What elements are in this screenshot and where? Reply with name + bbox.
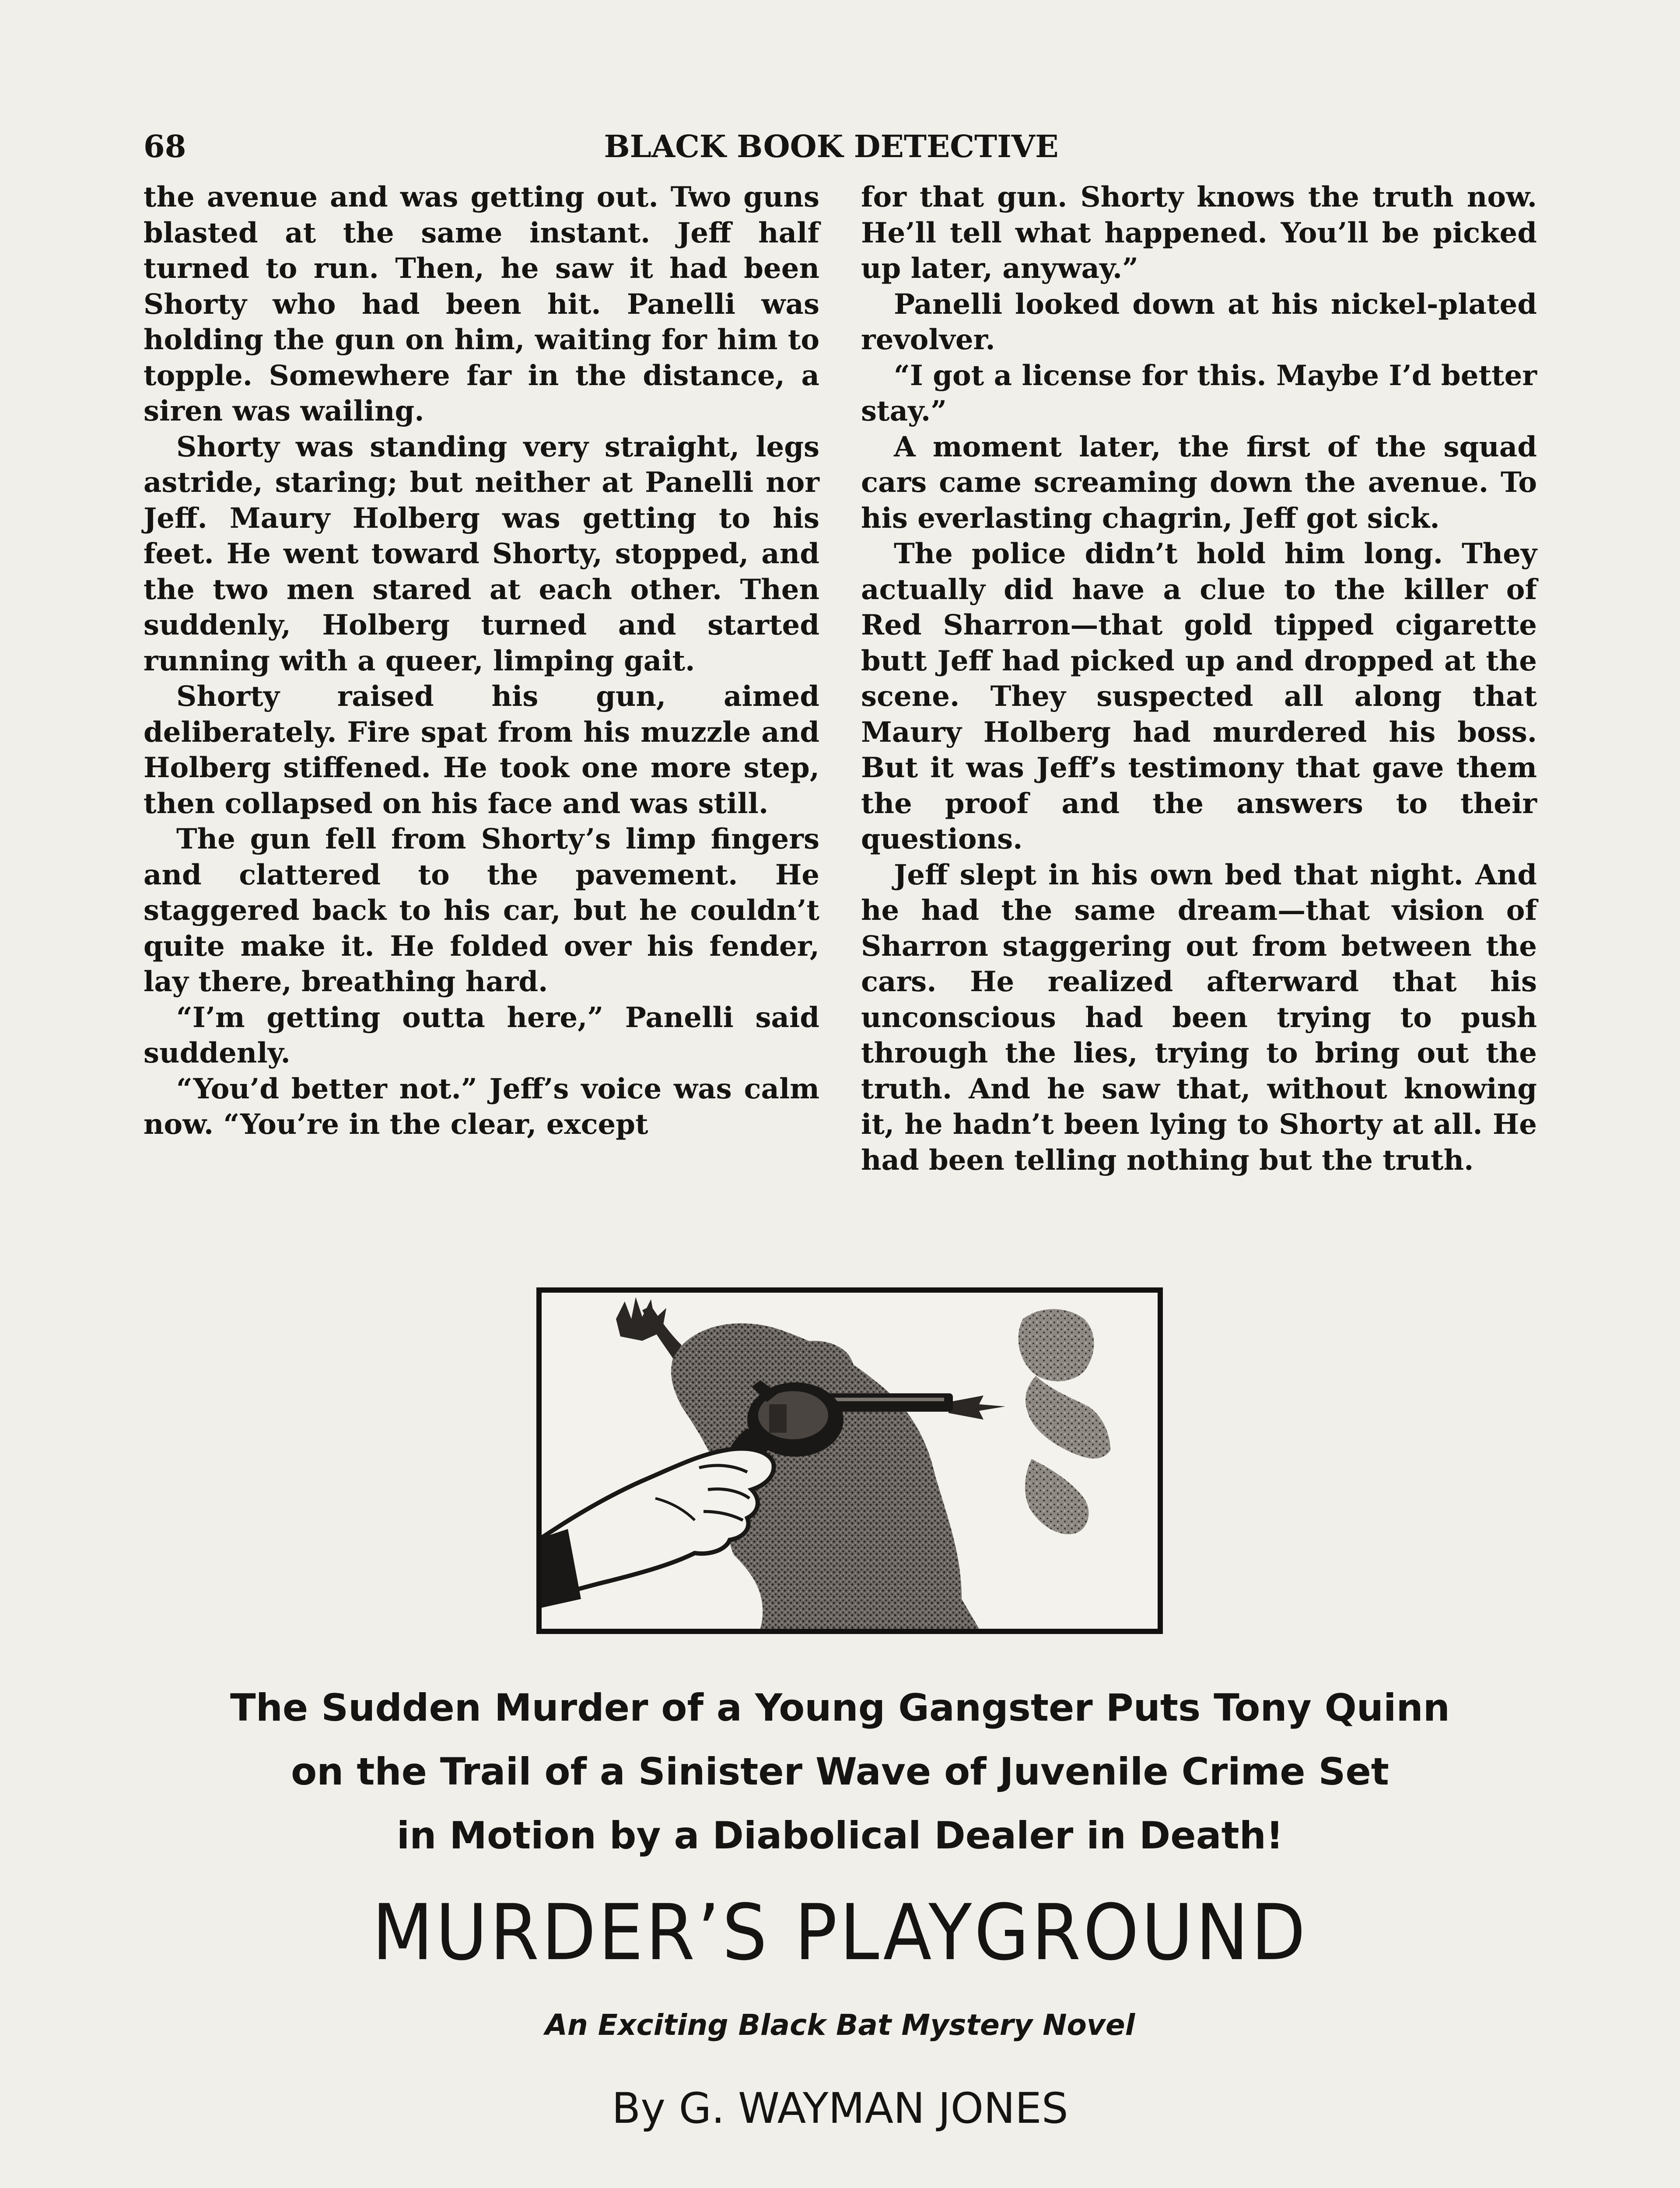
running-head: BLACK BOOK DETECTIVE	[604, 128, 1059, 165]
blurb-line: on the Trail of a Sinister Wave of Juvenile Crime Set	[291, 1750, 1389, 1794]
story-column-left	[144, 179, 819, 1143]
illustration-drawing	[542, 1293, 1158, 1629]
story-column-right	[861, 179, 1537, 1178]
paragraph: for that gun. Shorty knows the truth now. He’ll tell what happened. You’ll be picked up later, anyway.”	[861, 181, 1537, 285]
paragraph: the avenue and was getting out. Two guns blasted at the same instant. Jeff half turned to run. Then, he saw it had been Shorty who had been hit. Panelli was holding the gun on him, waiting for him to topple. Somewhere far in the distance, a siren was wailing.	[144, 181, 819, 428]
novel-subtitle: An Exciting Black Bat Mystery Novel	[545, 2008, 1135, 2042]
paragraph: “You’d better not.” Jeff’s voice was calm now. “You’re in the clear, except	[144, 1072, 819, 1141]
author-byline: By G. WAYMAN JONES	[612, 2084, 1068, 2133]
blurb-line: in Motion by a Diabolical Dealer in Death!	[396, 1814, 1284, 1858]
promo-blurb	[131, 1676, 1549, 1868]
paragraph: “I’m getting outta here,” Panelli said suddenly.	[144, 1001, 819, 1069]
page-number: 68	[144, 128, 186, 165]
paragraph: A moment later, the first of the squad cars came screaming down the avenue. To his everlasting chagrin, Jeff got sick.	[861, 430, 1537, 535]
paragraph: The police didn’t hold him long. They actually did have a clue to the killer of Red Sharron—that gold tipped cigarette butt Jeff had picked up and dropped at the scene. They suspected all along that Maury Holberg had murdered his boss. But it was Jeff’s testimony that gave them the proof and the answers to their questions.	[861, 537, 1537, 856]
muzzle-flash-icon	[948, 1396, 1005, 1420]
paragraph: Shorty raised his gun, aimed deliberately. Fire spat from his muzzle and Holberg stiffened. He took one more step, then collapsed on his face and was still.	[144, 680, 819, 820]
gun-in-hand-illustration-icon	[536, 1287, 1163, 1634]
hand-icon	[542, 1448, 774, 1608]
paragraph: Panelli looked down at his nickel-plated revolver.	[861, 288, 1537, 356]
blurb-line: The Sudden Murder of a Young Gangster Puts Tony Quinn	[230, 1686, 1450, 1730]
paragraph: Shorty was standing very straight, legs astride, staring; but neither at Panelli nor Jeff. Maury Holberg was getting to his feet. He went toward Shorty, stopped, and the two men stared at each other. Then suddenly, Holberg turned and started running with a queer, limping gait.	[144, 430, 819, 677]
novel-title: MURDER’S PLAYGROUND	[372, 1888, 1308, 1978]
paragraph: The gun fell from Shorty’s limp fingers and clattered to the pavement. He staggered back to his car, but he couldn’t quite make it. He folded over his fender, lay there, breathing hard.	[144, 823, 819, 998]
paragraph: Jeff slept in his own bed that night. And he had the same dream—that vision of Sharron staggering out from between the cars. He realized afterward that his unconscious had been trying to push through the lies, trying to bring out the truth. And he saw that, without knowing it, he hadn’t been lying to Shorty at all. He had been telling nothing but the truth.	[861, 858, 1537, 1177]
paragraph: “I got a license for this. Maybe I’d better stay.”	[861, 359, 1537, 428]
